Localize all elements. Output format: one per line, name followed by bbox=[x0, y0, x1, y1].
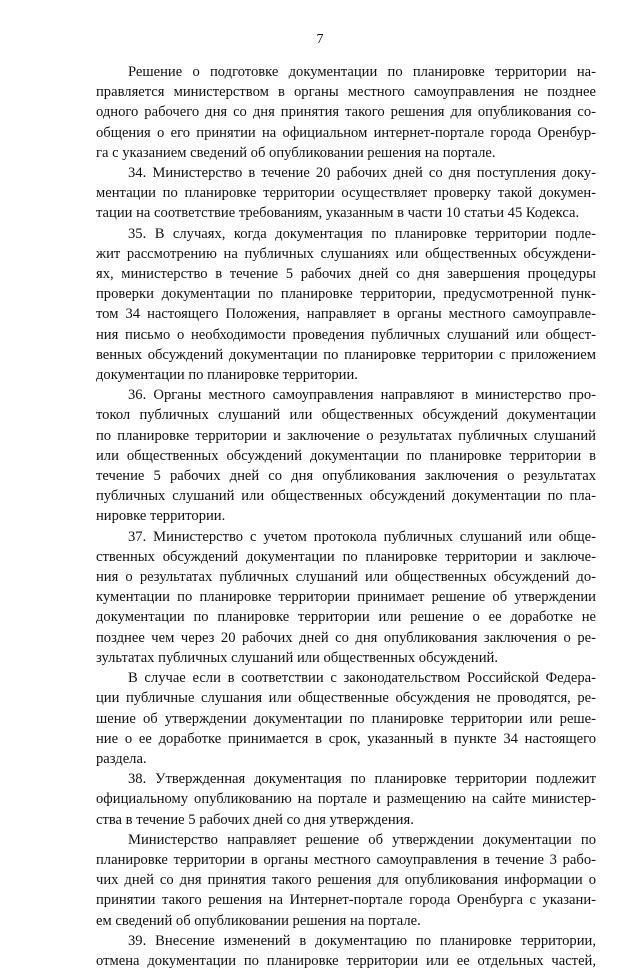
text-line: раздела. bbox=[96, 750, 147, 767]
text-line: 38. Утвержденная документация по планировке территории подлежит bbox=[128, 771, 596, 788]
text-line: 35. В случаях, когда документация по планировке территории подле- bbox=[128, 225, 596, 242]
text-line: кументации по планировке территории принимает решение об утверждении bbox=[96, 589, 596, 606]
text-line: правляется министерством в органы местного самоуправления не позднее bbox=[96, 84, 596, 101]
paragraph bbox=[96, 62, 596, 163]
text-line: В случае если в соответствии с законодательством Российской Федера- bbox=[128, 670, 596, 687]
text-line: чих дней со дня принятия такого решения для опубликования информации о bbox=[96, 872, 596, 889]
text-line: общения о его принятии на официальном интернет-портале города Оренбур- bbox=[96, 124, 596, 141]
text-line: 39. Внесение изменений в документацию по планировке территории, bbox=[128, 932, 596, 949]
text-line: Решение о подготовке документации по планировке территории на- bbox=[128, 64, 596, 80]
paragraph bbox=[96, 931, 596, 971]
text-line: га с указанием сведений об опубликовании решения на портале. bbox=[96, 144, 496, 161]
text-line: шение об утверждении документации по планировке территории или реше- bbox=[96, 710, 596, 727]
text-line: 37. Министерство с учетом протокола публичных слушаний или обще- bbox=[128, 528, 596, 545]
text-line: нировке территории. bbox=[96, 508, 226, 525]
text-line: течение 5 рабочих дней со дня опубликования заключения о результатах bbox=[96, 468, 596, 485]
text-line: ние о ее доработке принимается в срок, указанный в пункте 34 настоящего bbox=[96, 730, 596, 747]
paragraph bbox=[96, 163, 596, 224]
text-line: по планировке территории и заключение о результатах публичных слушаний bbox=[96, 427, 596, 444]
text-line: официальному опубликованию на портале и размещению на сайте министер- bbox=[96, 791, 596, 808]
text-line: зультатах публичных слушаний или общественных обсуждений. bbox=[96, 649, 498, 666]
text-line: 36. Органы местного самоуправления направляют в министерство про- bbox=[128, 387, 596, 404]
text-line: токол публичных слушаний или общественных обсуждений документации bbox=[96, 407, 596, 424]
text-line: одного рабочего дня со дня принятия такого решения для опубликования со- bbox=[96, 104, 596, 121]
page-number: 7 bbox=[316, 32, 324, 47]
text-line: ментации по планировке территории осуществляет проверку такой докумен- bbox=[96, 185, 596, 202]
text-line: документации по планировке территории или решение о ее доработке не bbox=[96, 609, 596, 626]
paragraph bbox=[96, 769, 596, 830]
text-line: ния письмо о необходимости проведения публичных слушаний или общест- bbox=[96, 326, 596, 343]
text-line: жит рассмотрению на публичных слушаниях или общественных обсуждени- bbox=[96, 245, 596, 262]
paragraph bbox=[96, 527, 596, 668]
text-line: ния о результатах публичных слушаний или общественных обсуждений до- bbox=[96, 569, 596, 586]
text-line: планировке территории в органы местного самоуправления в течение 3 рабо- bbox=[96, 851, 596, 868]
text-line: Министерство направляет решение об утверждении документации по bbox=[128, 831, 596, 848]
text-line: отмена документации по планировке территории или ее отдельных частей, bbox=[96, 952, 596, 969]
text-line: ции публичные слушания или общественные обсуждения не проводятся, ре- bbox=[96, 690, 596, 707]
text-line: принятии такого решения на Интернет-портале города Оренбурга с указани- bbox=[96, 892, 596, 909]
paragraph bbox=[96, 668, 596, 769]
text-line: венных обсуждений документации по планировке территории с приложением bbox=[96, 346, 596, 363]
text-line: ях, министерство в течение 5 рабочих дней со дня завершения процедуры bbox=[96, 266, 596, 283]
text-line: документации по планировке территории. bbox=[96, 367, 358, 384]
text-line: ственных обсуждений документации по планировке территории и заключе- bbox=[96, 548, 596, 565]
text-line: ства в течение 5 рабочих дней со дня утверждения. bbox=[96, 811, 414, 828]
text-line: публичных слушаний или общественных обсуждений документации по пла- bbox=[96, 488, 596, 505]
text-line: ем сведений об опубликовании решения на портале. bbox=[96, 912, 421, 929]
text-line: или общественных обсуждений документации по планировке территории в bbox=[96, 447, 596, 464]
paragraph bbox=[96, 830, 596, 931]
paragraph bbox=[96, 224, 596, 386]
text-line: том 34 настоящего Положения, направляет в органы местного самоуправле- bbox=[96, 306, 596, 323]
text-line: позднее чем через 20 рабочих дней со дня опубликования заключения о ре- bbox=[96, 629, 596, 646]
text-line: проверки документации по планировке территории, предусмотренной пунк- bbox=[96, 286, 596, 303]
document-body bbox=[96, 62, 596, 971]
paragraph bbox=[96, 385, 596, 526]
text-line: тации на соответствие требованиям, указанным в части 10 статьи 45 Кодекса. bbox=[96, 205, 580, 222]
text-line: 34. Министерство в течение 20 рабочих дней со дня поступления доку- bbox=[128, 165, 596, 182]
